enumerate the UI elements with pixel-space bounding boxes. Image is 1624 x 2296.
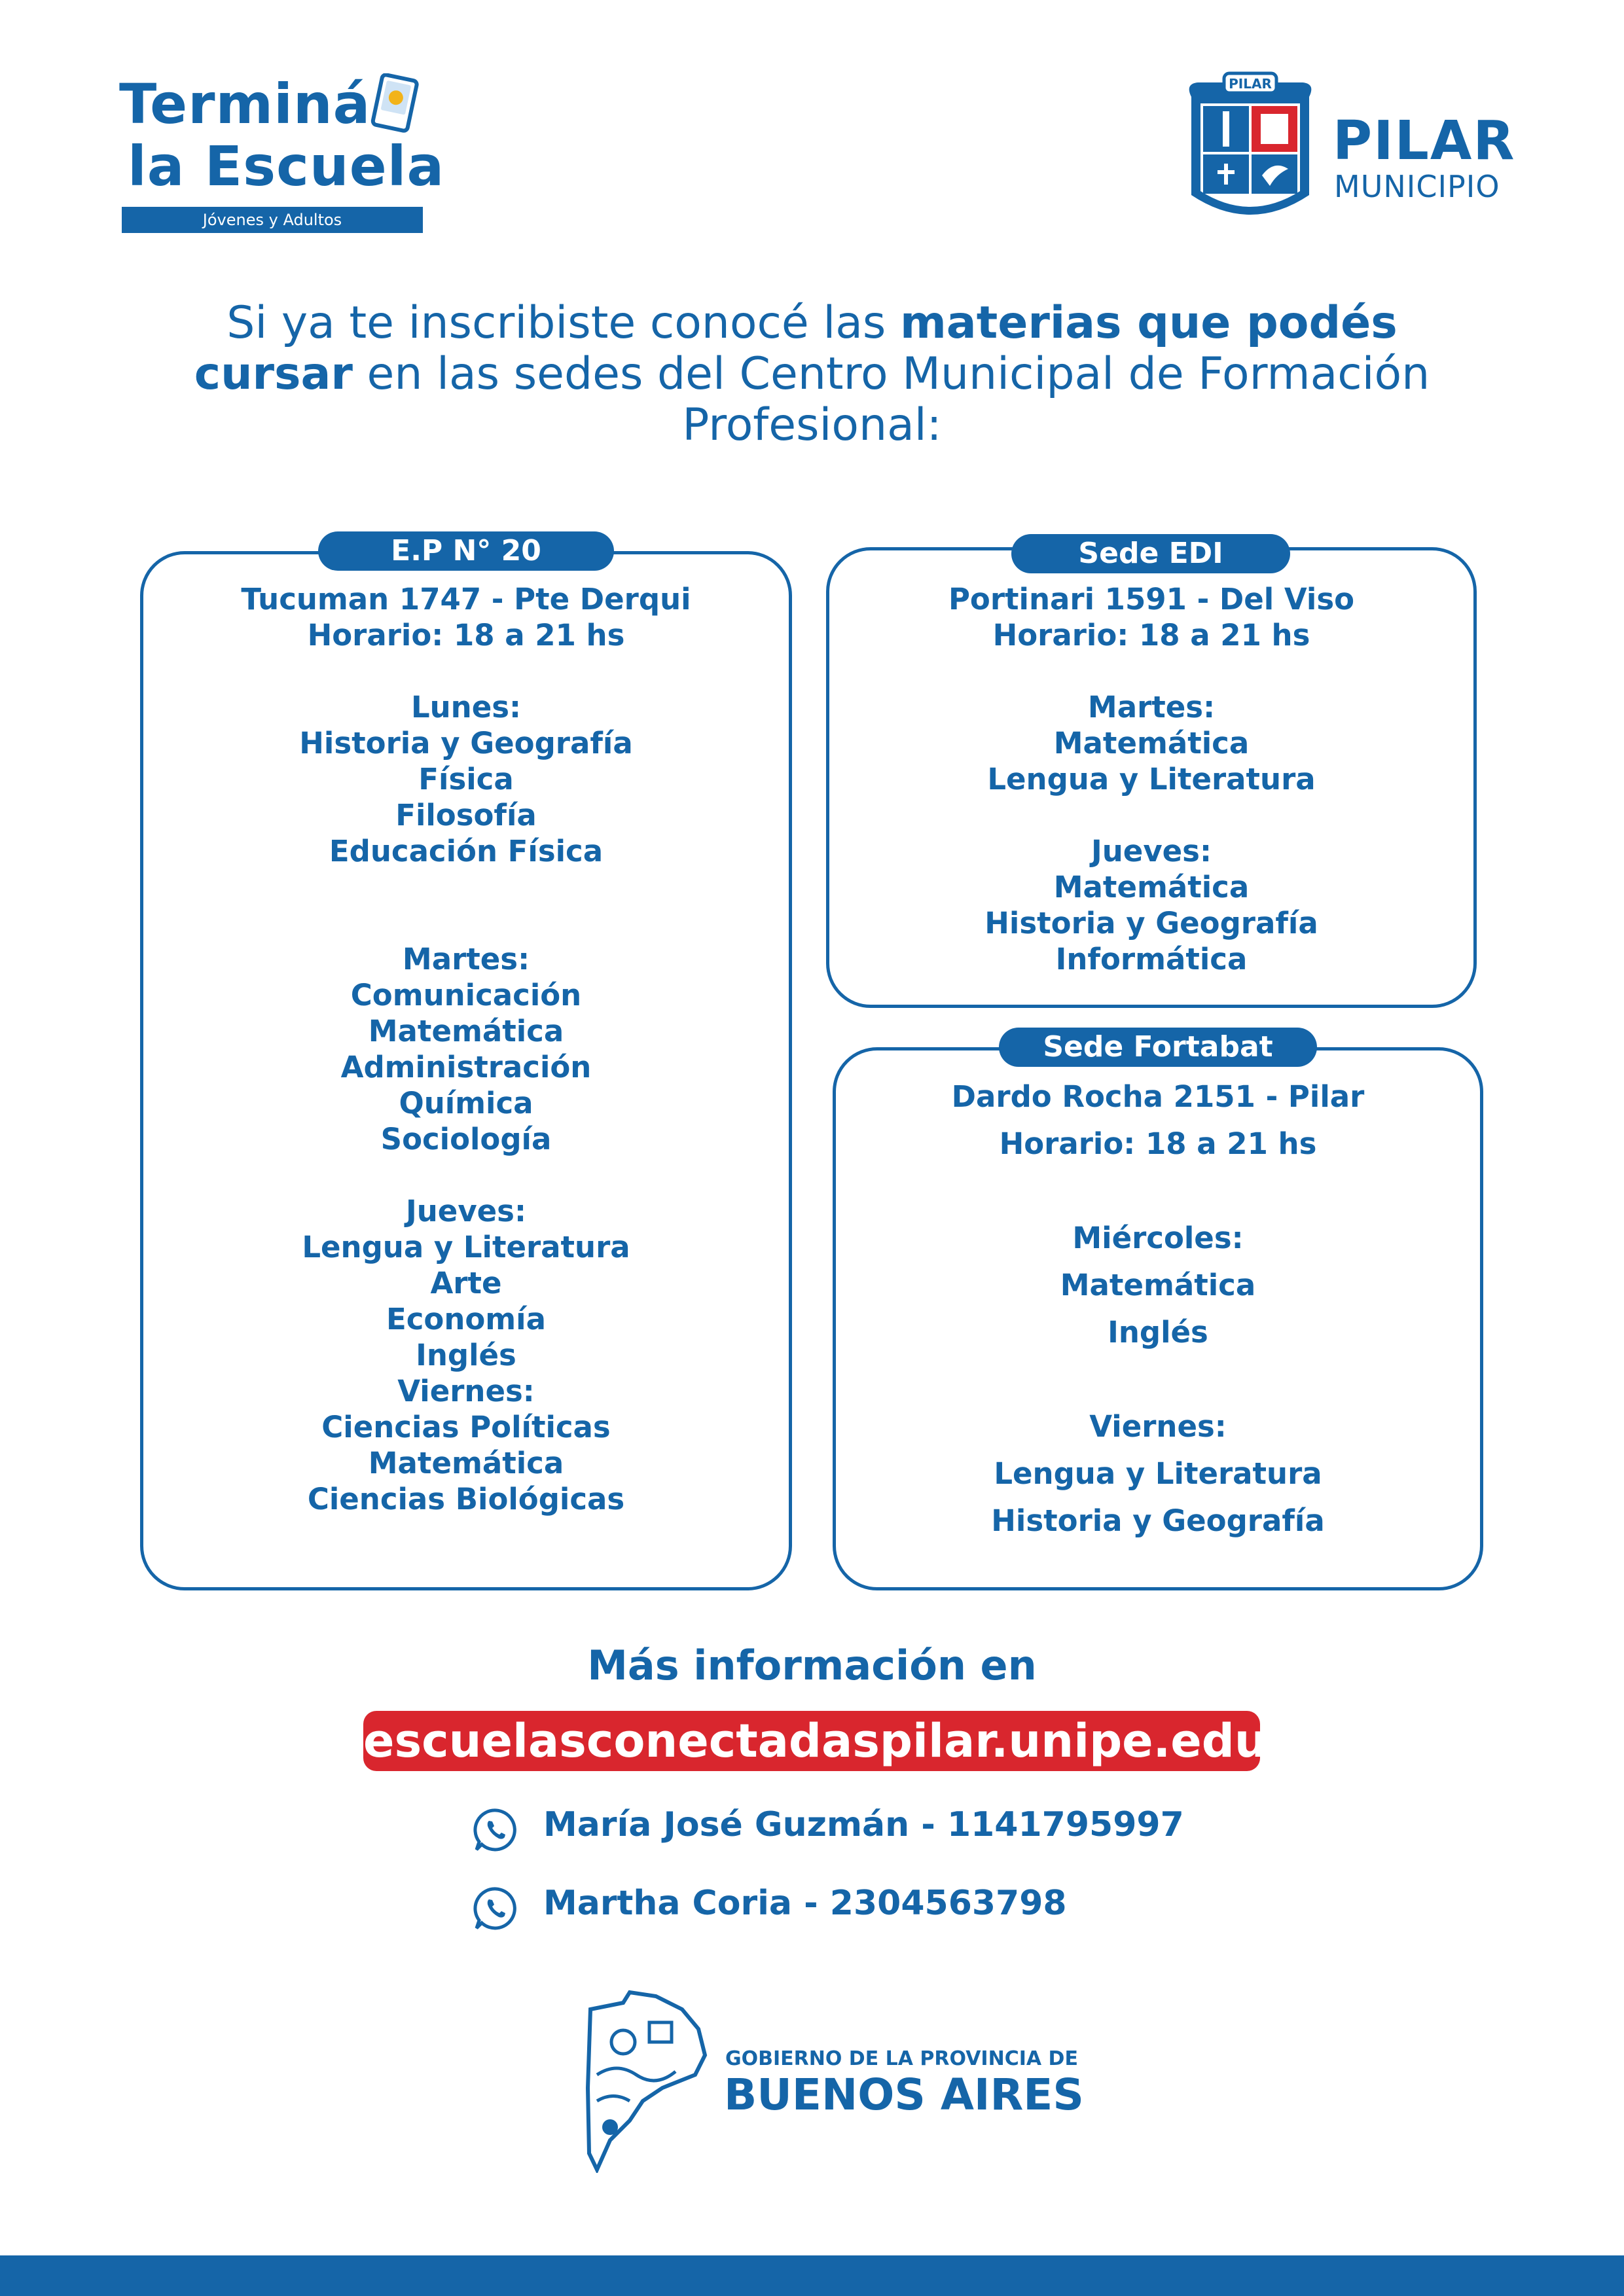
sede-hours: Horario: 18 a 21 hs [992,618,1310,653]
pilar-municipio: MUNICIPIO [1334,169,1500,204]
whatsapp-icon [473,1806,520,1854]
subject-item: Educación Física [329,834,604,869]
ba-gobierno-text: GOBIERNO DE LA PROVINCIA DE [725,2047,1078,2070]
termina-logo-line2: la Escuela [128,134,445,198]
subject-item: Matemática [368,1014,564,1049]
website-link[interactable]: escuelasconectadaspilar.unipe.edu.ar [363,1711,1260,1771]
day-heading: Jueves: [1091,834,1212,869]
pilar-crest-icon [1178,71,1322,238]
subject-item: Ciencias Biológicas [307,1482,625,1516]
subject-item: Comunicación [350,978,582,1013]
sede-ep20-title: E.P N° 20 [318,531,614,571]
sede-fortabat-details [833,1073,1483,1545]
sede-address: Tucuman 1747 - Pte Derqui [241,582,691,617]
sede-address: Portinari 1591 - Del Viso [948,582,1355,617]
subject-item: Historia y Geografía [984,906,1318,941]
headline-bold: materias que podés cursar [194,297,1398,400]
subject-item: Química [399,1086,533,1121]
subject-item: Física [418,762,514,797]
subject-item: Economía [386,1302,546,1336]
sede-ep20-details [140,581,792,1517]
day-heading: Jueves: [406,1194,526,1229]
subject-item: Inglés [416,1338,516,1372]
day-heading: Martes: [402,942,530,977]
day-heading: Miércoles: [1072,1221,1244,1255]
subject-item: Filosofía [395,798,537,833]
subject-item: Inglés [1108,1315,1208,1350]
subject-item: Historia y Geografía [991,1503,1325,1538]
subject-item: Lengua y Literatura [994,1456,1322,1491]
footer-bar [0,2255,1624,2296]
pilar-crest-label: PILAR [1229,76,1272,92]
sede-edi-details [826,581,1477,977]
headline-part2: en las sedes del Centro Municipal de Formación Profesional: [352,348,1430,451]
more-info-title: Más información en [587,1641,1037,1689]
day-heading: Viernes: [397,1374,535,1408]
subject-item: Historia y Geografía [299,726,633,761]
subject-item: Administración [340,1050,592,1085]
day-heading: Viernes: [1089,1409,1227,1444]
contact-guzman: María José Guzmán - 1141795997 [543,1805,1184,1844]
subject-item: Matemática [1053,870,1250,905]
subject-item: Ciencias Políticas [321,1410,611,1444]
headline-part1: Si ya te inscribiste conocé las [226,297,900,349]
subject-item: Lengua y Literatura [302,1230,630,1265]
subject-item: Matemática [368,1446,564,1480]
sede-hours: Horario: 18 a 21 hs [999,1126,1317,1161]
subject-item: Lengua y Literatura [987,762,1316,797]
sede-edi-title: Sede EDI [1011,534,1290,573]
sede-hours: Horario: 18 a 21 hs [307,618,625,653]
sede-address: Dardo Rocha 2151 - Pilar [951,1079,1365,1114]
termina-logo-tagline: Jóvenes y Adultos [122,207,423,233]
subject-item: Sociología [380,1122,552,1157]
contact-coria: Martha Coria - 2304563798 [543,1884,1067,1923]
subject-item: Matemática [1053,726,1250,761]
sede-fortabat-title: Sede Fortabat [999,1028,1317,1067]
page-headline [164,298,1460,451]
subject-item: Informática [1055,942,1248,977]
pilar-word: PILAR [1333,110,1516,172]
ba-buenos-aires-text: BUENOS AIRES [724,2070,1084,2120]
book-icon [368,73,422,134]
day-heading: Lunes: [410,690,522,725]
subject-item: Arte [430,1266,502,1300]
day-heading: Martes: [1087,690,1216,725]
whatsapp-icon [473,1885,520,1932]
subject-item: Matemática [1060,1268,1256,1302]
buenos-aires-map-icon [584,1990,715,2173]
termina-logo-line1: Terminá [119,72,371,136]
